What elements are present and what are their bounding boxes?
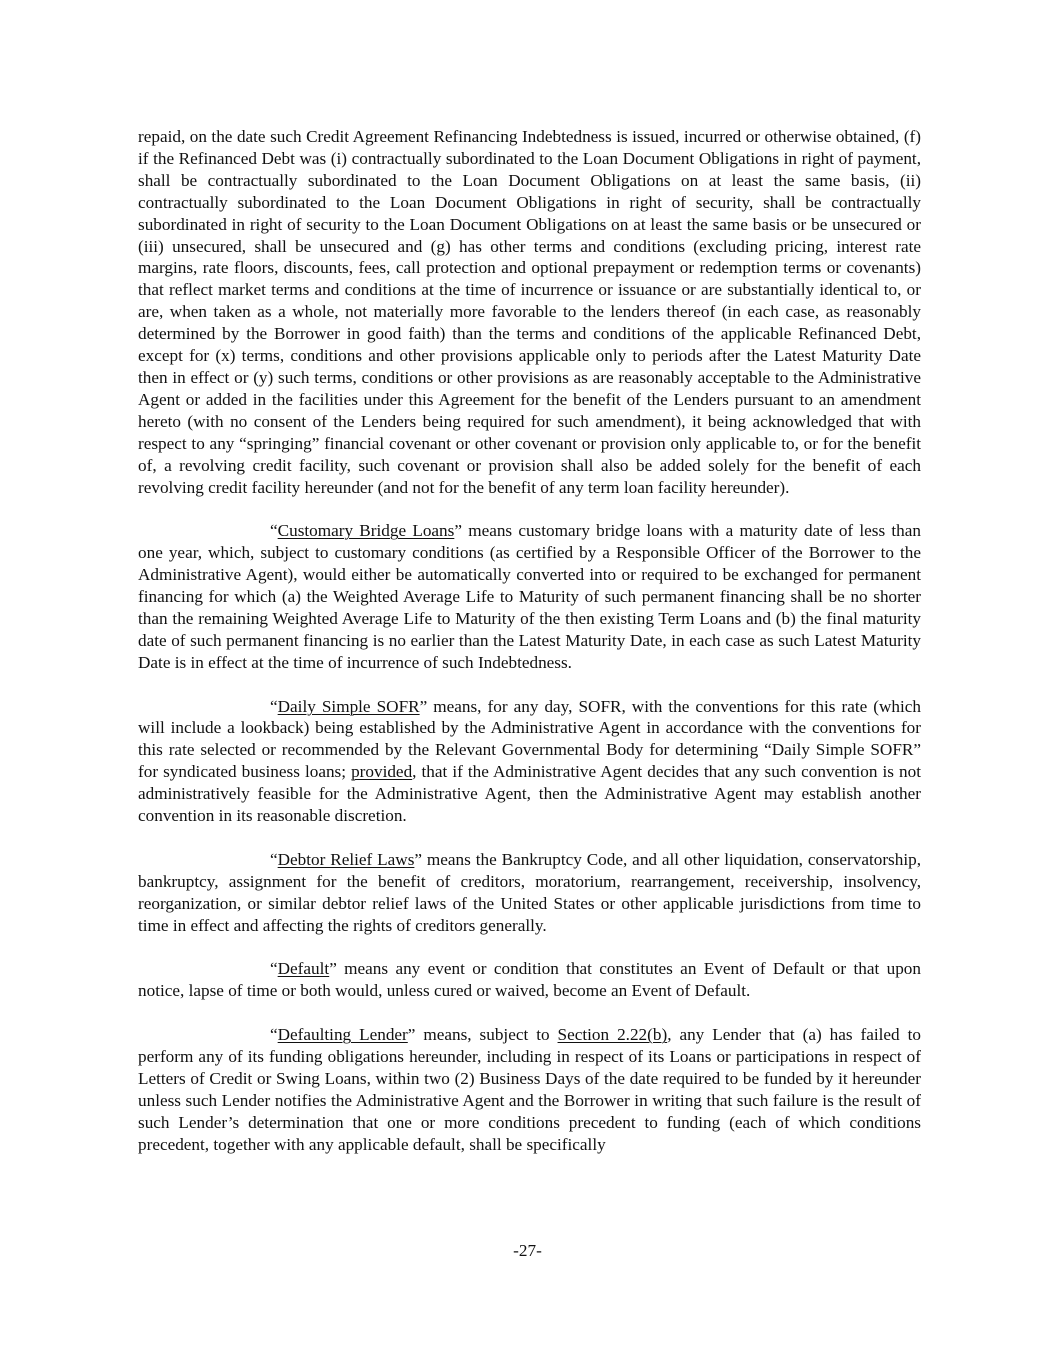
defined-term: Default <box>277 959 330 979</box>
definition-text: ” means any event or condition that constitutes an Event of Default or that upon notice, lapse of time or both would, unless cured or waived, become an Event of Default. <box>138 959 921 1001</box>
underlined-proviso: provided <box>351 762 413 782</box>
definition-daily-simple-sofr <box>138 696 921 827</box>
open-quote: “ <box>270 521 278 541</box>
defined-term: Debtor Relief Laws <box>277 849 415 869</box>
definition-defaulting-lender <box>138 1024 921 1155</box>
open-quote: “ <box>270 849 278 869</box>
paragraph-refinancing-continuation <box>138 126 921 498</box>
open-quote: “ <box>270 959 278 979</box>
definition-debtor-relief-laws <box>138 849 921 937</box>
definition-text: ” means customary bridge loans with a maturity date of less than one year, which, subject to customary conditions (as certified by a Responsible Officer of the Borrower to the Administrative Agent), would either be automatically converted into or required to be exchanged for permanent financing for which (a) the Weighted Average Life to Maturity of such permanent financing shall be no shorter than the remaining Weighted Average Life to Maturity of the then existing Term Loans and (b) the final maturity date of such permanent financing is no earlier than the Latest Maturity Date, in each case as such Latest Maturity Date is in effect at the time of incurrence of such Indebtedness. <box>138 521 921 672</box>
definition-text: ” means, subject to <box>407 1025 558 1045</box>
definition-text: ” means, for any day, SOFR, with the conventions for this rate (which will include a lookback) being established by the Administrative Agent in accordance with the conventions for this rate selected or recommended by the Relevant Governmental Body for determining “Daily Simple SOFR” for syndicated business loans; <box>138 696 921 782</box>
page-body <box>138 126 921 1177</box>
definition-text-after: , any Lender that (a) has failed to perform any of its funding obligations hereunder, including in respect of its Loans or participations in respect of Letters of Credit or Swing Loans, within two (2) Business Days of the date required to be funded by it hereunder unless such Lender notifies the Administrative Agent and the Borrower in writing that such failure is the result of such Lender’s determination that one or more conditions precedent to funding (each of which conditions precedent, together with any applicable default, shall be specifically <box>138 1025 921 1154</box>
section-reference: Section 2.22(b) <box>557 1025 668 1045</box>
definition-default <box>138 958 921 1002</box>
defined-term: Daily Simple SOFR <box>277 696 420 716</box>
open-quote: “ <box>270 696 278 716</box>
open-quote: “ <box>270 1025 278 1045</box>
defined-term: Defaulting Lender <box>277 1025 408 1045</box>
paragraph-text: repaid, on the date such Credit Agreement Refinancing Indebtedness is issued, incurred or otherwise obtained, (f) if the Refinanced Debt was (i) contractually subordinated to the Loan Document Obligations in right of payment, shall be contractually subordinated to the Loan Document Obligations on at least the same basis, (ii) contractually subordinated to the Loan Document Obligations in right of security, shall be contractually subordinated in right of security to the Loan Document Obligations on at least the same basis or be unsecured or (iii) unsecured, shall be unsecured and (g) has other terms and conditions (excluding pricing, interest rate margins, rate floors, discounts, fees, call protection and optional prepayment or redemption terms or covenants) that reflect market terms and conditions at the time of incurrence or issuance or are substantially identical to, or are, when taken as a whole, not materially more favorable to the lenders thereof (in each case, as reasonably determined by the Borrower in good faith) than the terms and conditions of the applicable Refinanced Debt, except for (x) terms, conditions and other provisions applicable only to periods after the Latest Maturity Date then in effect or (y) such terms, conditions or other provisions as are reasonably acceptable to the Administrative Agent or added in the facilities under this Agreement for the benefit of the Lenders pursuant to an amendment hereto (with no consent of the Lenders being required for such amendment), it being acknowledged that with respect to any “springing” financial covenant or other covenant or provision only applicable to, or for the benefit of, a revolving credit facility, such covenant or provision shall also be added solely for the benefit of each revolving credit facility hereunder (and not for the benefit of any term loan facility hereunder). <box>138 127 921 497</box>
definition-customary-bridge-loans <box>138 520 921 673</box>
page-number: -27- <box>513 1241 542 1260</box>
defined-term: Customary Bridge Loans <box>277 521 455 541</box>
definition-text: ” means the Bankruptcy Code, and all other liquidation, conservatorship, bankruptcy, assignment for the benefit of creditors, moratorium, rearrangement, receivership, insolvency, reorganization, or similar debtor relief laws of the United States or other applicable jurisdictions from time to time in effect and affecting the rights of creditors generally. <box>138 849 921 935</box>
definition-text-after: , that if the Administrative Agent decides that any such convention is not administratively feasible for the Administrative Agent, then the Administrative Agent may establish another convention in its reasonable discretion. <box>138 762 921 826</box>
